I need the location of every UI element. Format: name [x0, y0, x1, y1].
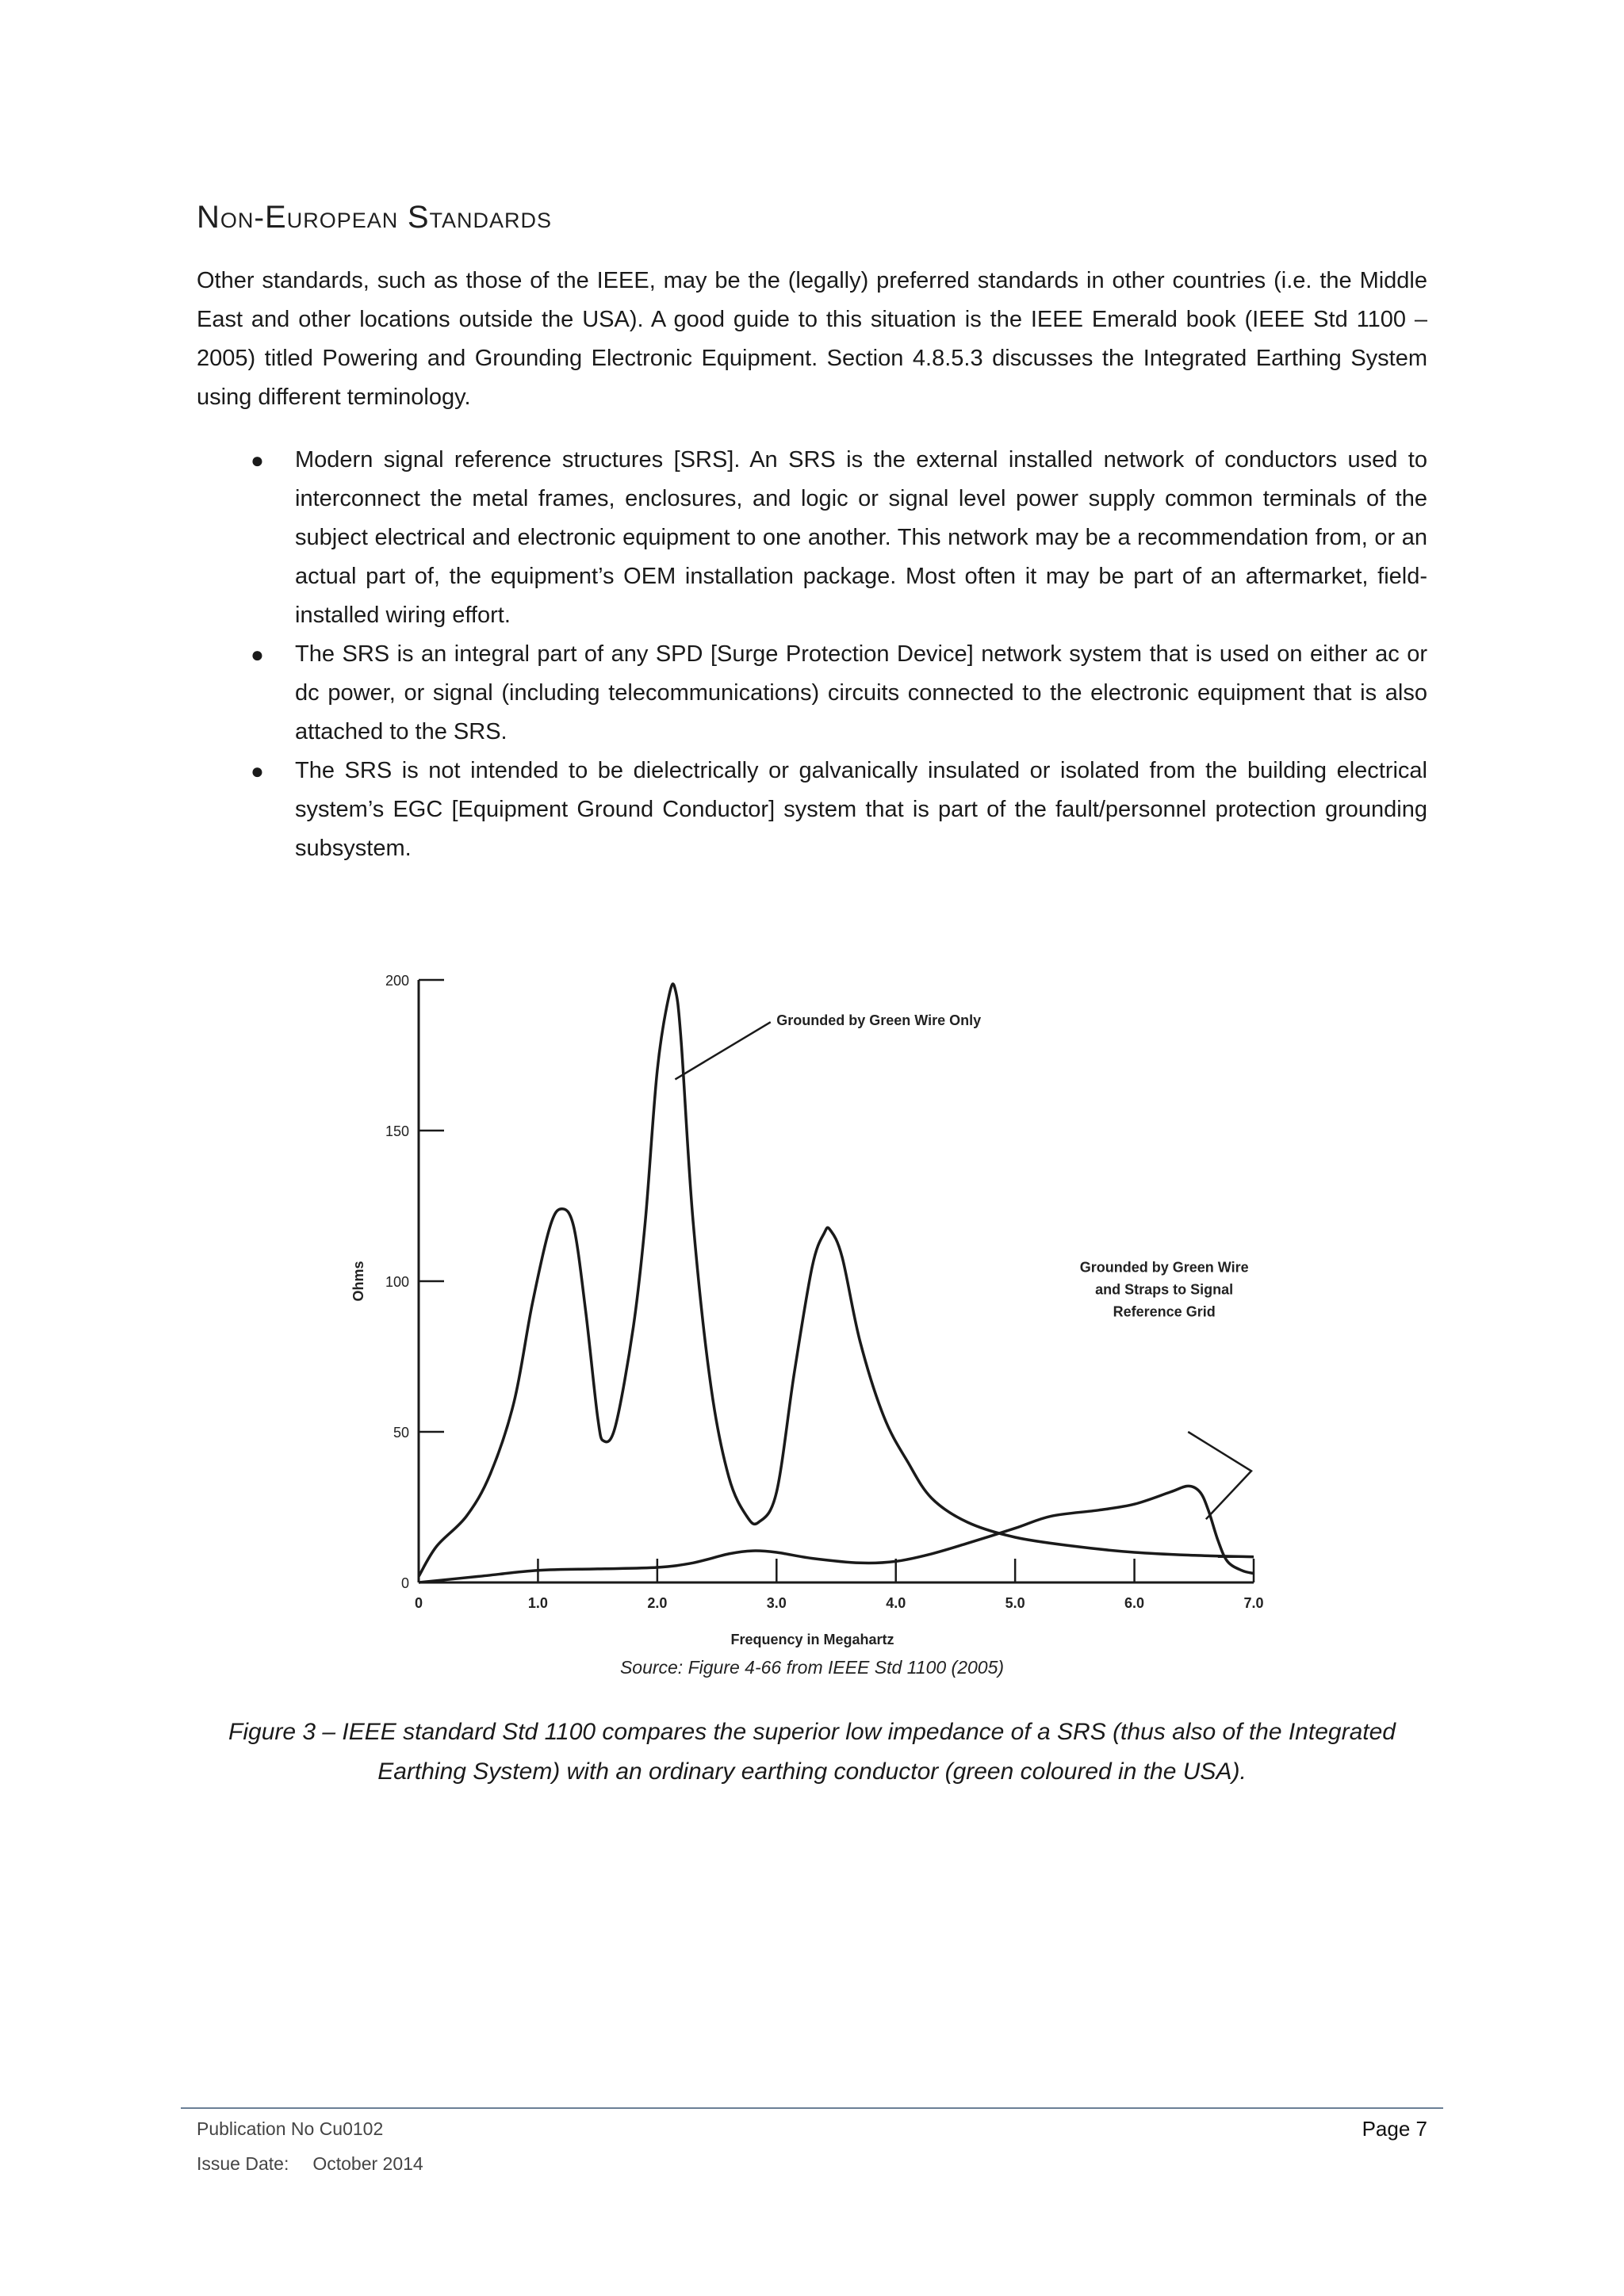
x-tick-label: 7.0: [1243, 1595, 1264, 1611]
bullet-item: [197, 441, 1427, 635]
section-heading: [197, 200, 552, 235]
y-tick-label: 150: [385, 1123, 409, 1139]
footer-publication: Publication No Cu0102: [197, 2118, 384, 2139]
heading-part: on-: [220, 201, 266, 235]
bullet-text: The SRS is not intended to be dielectrically or galvanically insulated or isolated from the building electrical system’s EGC [Equipment Ground Conductor] system that is part of the fault/personnel protection grounding subsystem.: [295, 758, 1427, 861]
y-tick-label: 0: [400, 1575, 409, 1591]
bullet-icon: ●: [251, 448, 264, 473]
x-tick-label: 0: [414, 1595, 423, 1611]
chart-svg: [333, 943, 1316, 1657]
y-axis-label: Ohms: [350, 1261, 366, 1302]
bullet-list: [197, 441, 1427, 868]
footer-divider: [181, 2107, 1443, 2109]
annotation-label: Grounded by Green Wire: [1079, 1259, 1249, 1276]
y-tick-label: 50: [393, 1425, 409, 1441]
bullet-text: Modern signal reference structures [SRS]. An SRS is the external installed network of conductors used to interconnect the metal frames, enclosures, and logic or signal level power supply common terminals of the subject electrical and electronic equipment to one another. This network may be a recommendation from, or an actual part of, the equipment’s OEM installation package. Most often it may be part of an aftermarket, field-installed wiring effort.: [295, 447, 1427, 628]
bullet-icon: ●: [251, 759, 264, 783]
x-tick-label: 2.0: [647, 1595, 668, 1611]
x-tick-label: 4.0: [886, 1595, 906, 1611]
impedance-chart: [333, 943, 1316, 1657]
x-tick-label: 1.0: [527, 1595, 548, 1611]
heading-part: S: [407, 200, 430, 235]
bullet-item: [197, 752, 1427, 868]
heading-part: tandards: [429, 201, 553, 235]
bullet-icon: ●: [251, 642, 264, 667]
heading-part: uropean: [286, 201, 408, 235]
annotation-leader-line: [675, 1022, 770, 1079]
heading-part: N: [197, 200, 220, 235]
x-axis-label: Frequency in Megahartz: [730, 1632, 894, 1647]
footer-issue-date: [197, 2153, 423, 2175]
figure-source: Source: Figure 4-66 from IEEE Std 1100 (2005): [619, 1657, 1005, 1678]
annotation-label: and Straps to Signal: [1095, 1281, 1234, 1298]
footer-page-number: Page 7: [1362, 2117, 1427, 2141]
annotation-leader-line: [1188, 1432, 1251, 1519]
series-line-green-wire-only: [419, 984, 1254, 1576]
chart-annotations: [675, 1012, 1251, 1519]
figure-caption: Figure 3 – IEEE standard Std 1100 compares the superior low impedance of a SRS (thus also of the Integrated Earthing System) with an ordinary earthing conductor (green coloured in the USA).: [228, 1719, 1396, 1785]
x-tick-label: 6.0: [1124, 1595, 1145, 1611]
annotation-label: Grounded by Green Wire Only: [776, 1012, 982, 1028]
series-line-green-wire-and-straps: [419, 1486, 1254, 1582]
annotation-label: Reference Grid: [1113, 1303, 1216, 1320]
y-tick-label: 200: [385, 973, 409, 989]
x-tick-label: 3.0: [766, 1595, 787, 1611]
y-tick-label: 100: [385, 1274, 409, 1290]
intro-paragraph: Other standards, such as those of the IEEE, may be the (legally) preferred standards in other countries (i.e. the Middle East and other locations outside the USA). A good guide to this situation is the IEEE Emerald book (IEEE Std 1100 – 2005) titled Powering and Grounding Electronic Equipment. Section 4.8.5.3 discusses the Integrated Earthing System using different terminology.: [197, 268, 1427, 410]
issue-date-label: Issue Date:: [197, 2153, 289, 2174]
x-tick-label: 5.0: [1005, 1595, 1025, 1611]
bullet-item: [197, 635, 1427, 752]
heading-part: E: [265, 200, 287, 235]
issue-date-value: October 2014: [312, 2153, 423, 2174]
bullet-text: The SRS is an integral part of any SPD [Surge Protection Device] network system that is used on either ac or dc power, or signal (including telecommunications) circuits connected to the electronic equipment that is also attached to the SRS.: [295, 641, 1427, 744]
